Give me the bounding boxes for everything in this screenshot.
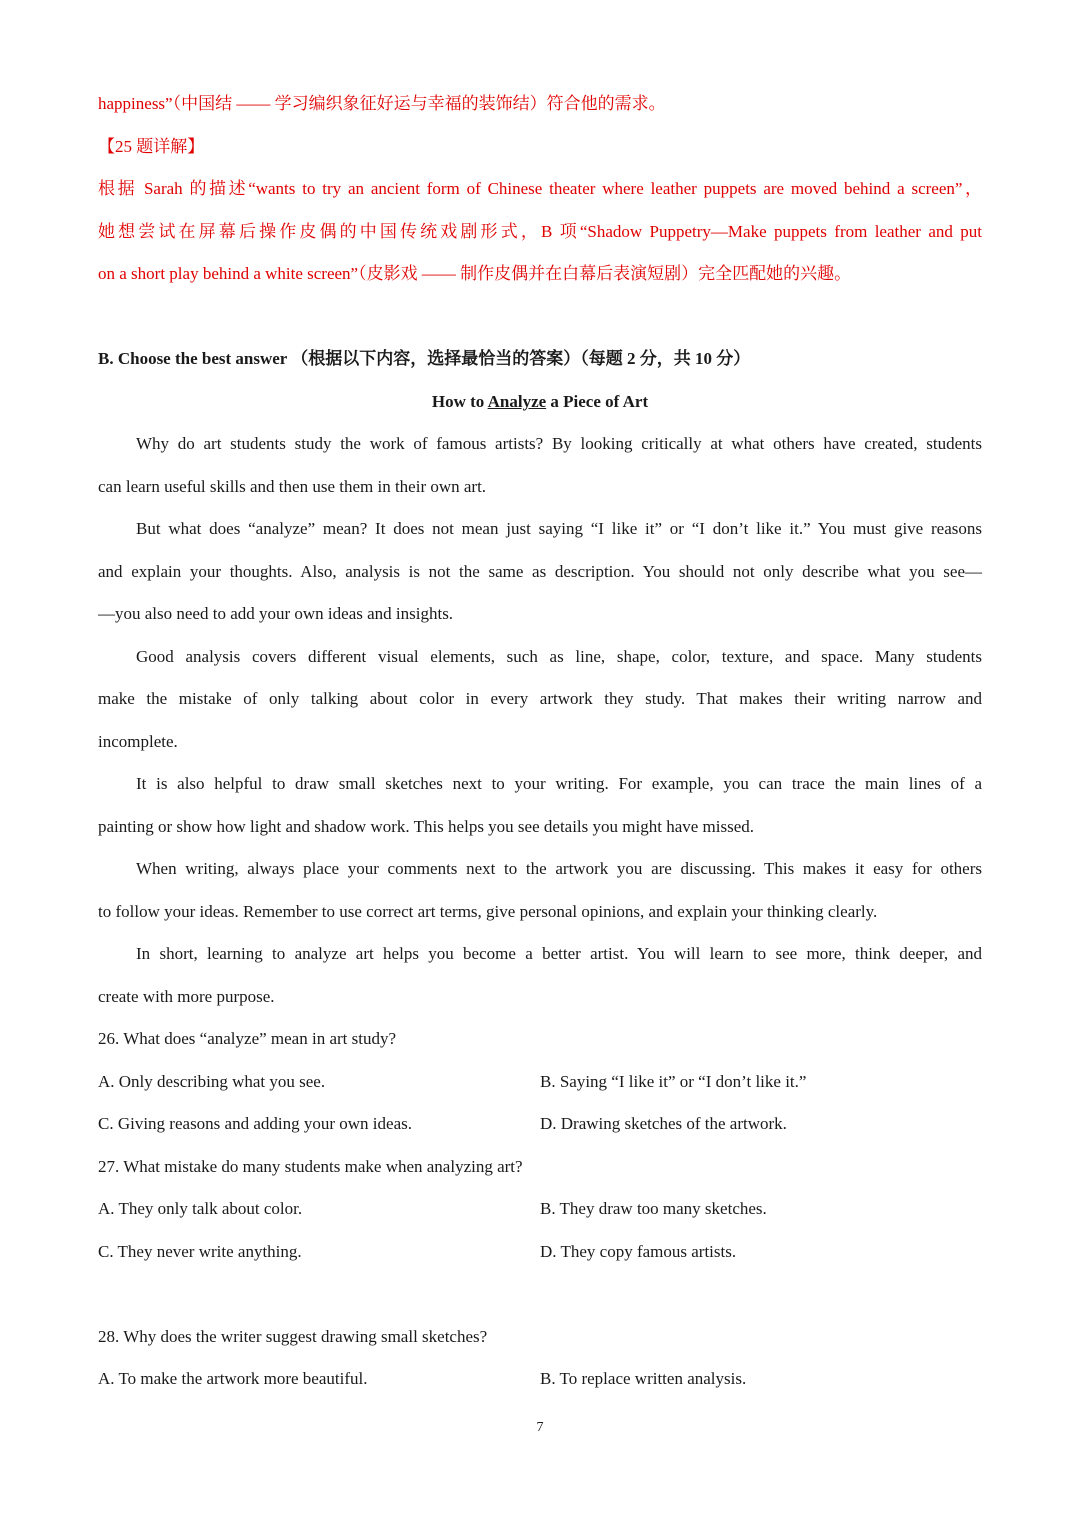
option-a: A. They only talk about color. bbox=[98, 1199, 303, 1218]
passage-title-part: How to bbox=[431, 392, 488, 411]
option-c: C. They never write anything. bbox=[98, 1242, 302, 1261]
passage-line: But what does “analyze” mean? It does not mean just saying “I like it” or “I don’t like it.” You must give reasons bbox=[136, 519, 982, 538]
passage-line: make the mistake of only talking about color in every artwork they study. That makes their writing narrow and bbox=[98, 689, 982, 708]
passage-title-part: a Piece of Art bbox=[546, 392, 649, 411]
passage-line: Why do art students study the work of famous artists? By looking critically at what others have created, students bbox=[136, 434, 982, 453]
explanation-line: 根据 Sarah 的描述“wants to try an ancient form of Chinese theater where leather puppets are moved behind a screen”， bbox=[98, 179, 982, 198]
question-stem: 28. Why does the writer suggest drawing small sketches? bbox=[98, 1327, 488, 1346]
question-stem: 26. What does “analyze” mean in art study? bbox=[98, 1029, 397, 1048]
passage-line: Good analysis covers different visual elements, such as line, shape, color, texture, and space. Many students bbox=[136, 647, 982, 666]
explanation-heading: 【25 题详解】 bbox=[98, 137, 205, 156]
section-instruction: B. Choose the best answer （根据以下内容，选择最恰当的答案）（每题 2 分，共 10 分） bbox=[98, 349, 751, 368]
explanation-line: happiness”（中国结 —— 学习编织象征好运与幸福的装饰结）符合他的需求。 bbox=[98, 94, 666, 113]
option-a: A. Only describing what you see. bbox=[98, 1072, 326, 1091]
passage-line: incomplete. bbox=[98, 732, 178, 751]
option-d: D. Drawing sketches of the artwork. bbox=[540, 1114, 787, 1133]
passage-title-underlined: Analyze bbox=[487, 392, 547, 411]
question-stem: 27. What mistake do many students make when analyzing art? bbox=[98, 1157, 523, 1176]
passage-title bbox=[0, 391, 1080, 413]
option-b: B. To replace written analysis. bbox=[540, 1369, 747, 1388]
explanation-line: on a short play behind a white screen”（皮影戏 —— 制作皮偶并在白幕后表演短剧）完全匹配她的兴趣。 bbox=[98, 264, 852, 283]
option-b: B. Saying “I like it” or “I don’t like it.” bbox=[540, 1072, 807, 1091]
passage-line: create with more purpose. bbox=[98, 987, 275, 1006]
passage-line: to follow your ideas. Remember to use correct art terms, give personal opinions, and explain your thinking clearly. bbox=[98, 902, 878, 921]
explanation-line: 她想尝试在屏幕后操作皮偶的中国传统戏剧形式，B 项“Shadow Puppetry—Make puppets from leather and put bbox=[98, 222, 982, 241]
passage-line: When writing, always place your comments next to the artwork you are discussing. This makes it easy for others bbox=[136, 859, 982, 878]
option-c: C. Giving reasons and adding your own ideas. bbox=[98, 1114, 412, 1133]
passage-line: and explain your thoughts. Also, analysis is not the same as description. You should not only describe what you see— bbox=[98, 562, 982, 581]
page-number: 7 bbox=[536, 1420, 544, 1435]
passage-line: —you also need to add your own ideas and insights. bbox=[98, 604, 454, 623]
passage-line: In short, learning to analyze art helps you become a better artist. You will learn to see more, think deeper, and bbox=[136, 944, 982, 963]
passage-line: can learn useful skills and then use them in their own art. bbox=[98, 477, 487, 496]
option-a: A. To make the artwork more beautiful. bbox=[98, 1369, 368, 1388]
passage-line: painting or show how light and shadow work. This helps you see details you might have missed. bbox=[98, 817, 755, 836]
passage-line: It is also helpful to draw small sketches next to your writing. For example, you can trace the main lines of a bbox=[136, 774, 982, 793]
option-b: B. They draw too many sketches. bbox=[540, 1199, 767, 1218]
option-d: D. They copy famous artists. bbox=[540, 1242, 737, 1261]
